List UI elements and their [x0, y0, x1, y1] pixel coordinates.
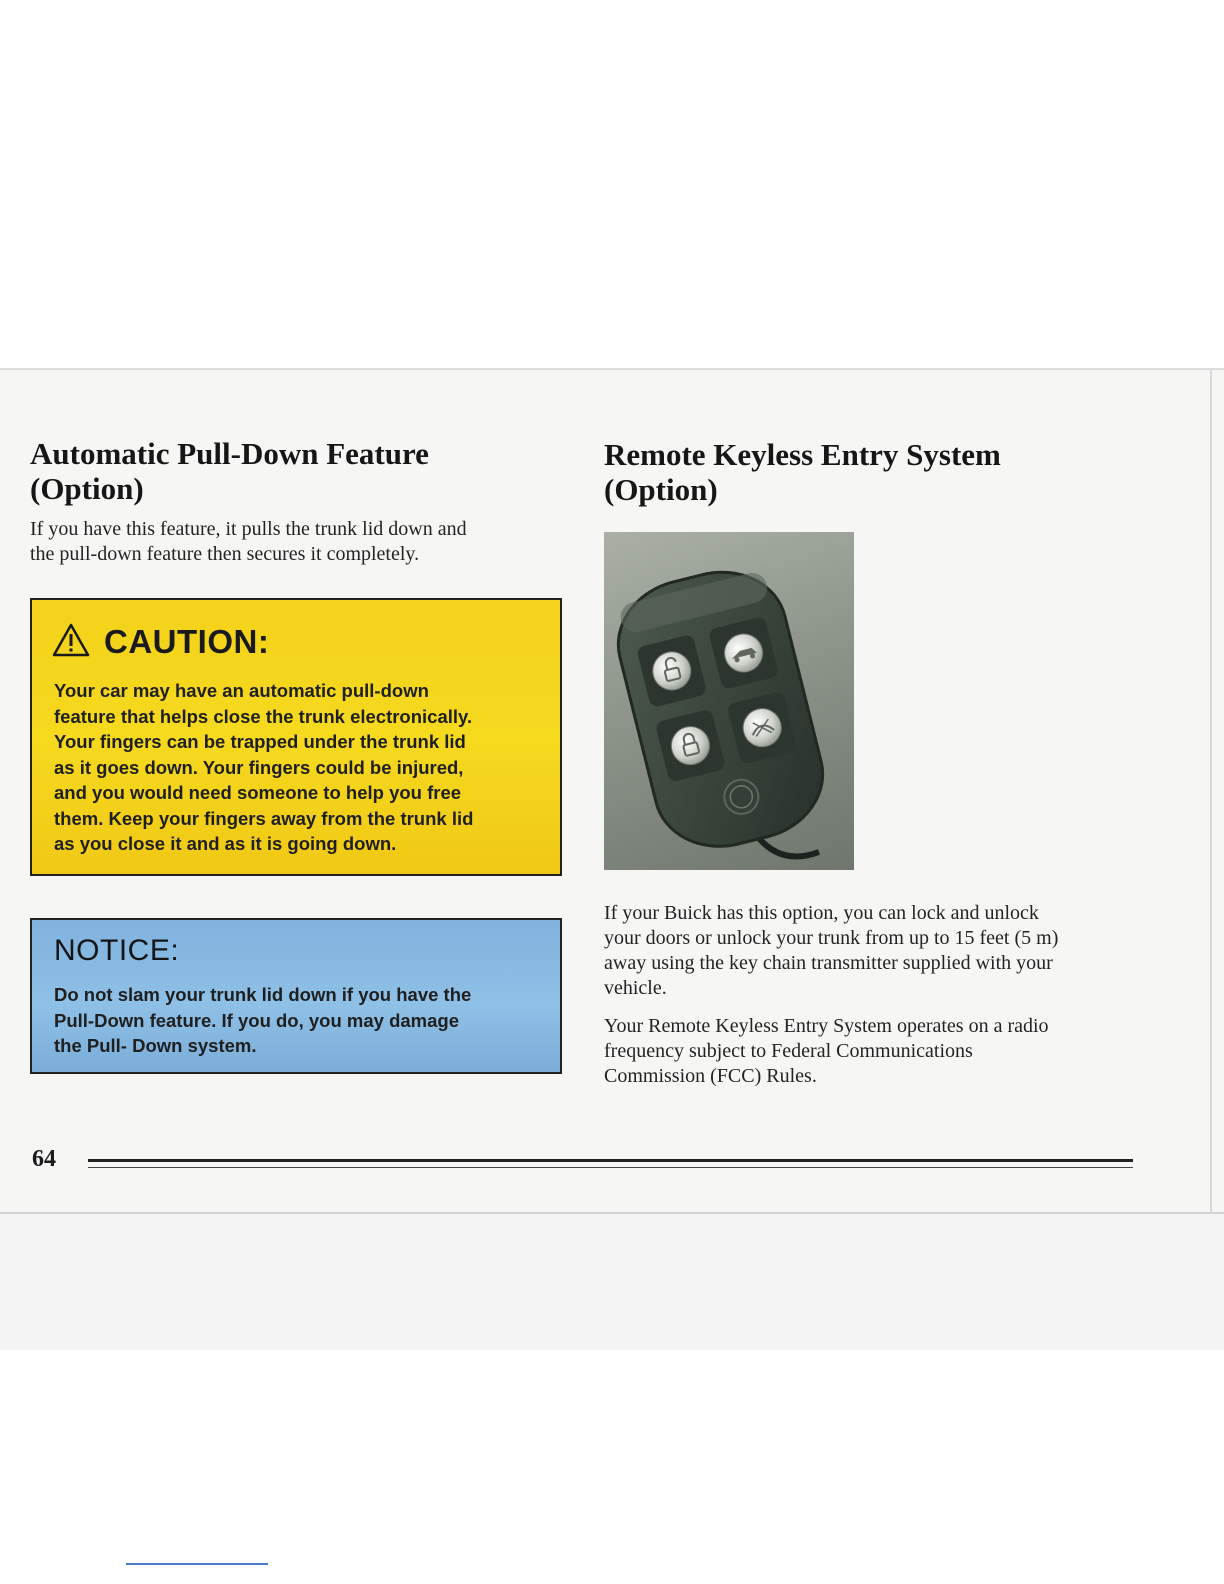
paragraph-line: Commission (FCC) Rules.: [604, 1065, 817, 1087]
caution-label: CAUTION:: [104, 623, 270, 660]
caution-line: as it goes down. Your fingers could be injured,: [54, 756, 464, 778]
bottom-link-underline: [126, 1563, 268, 1565]
caution-title: [52, 620, 269, 664]
notice-line: Pull-Down feature. If you do, you may damage: [54, 1009, 460, 1031]
intro-line: If you have this feature, it pulls the trunk lid down and: [30, 518, 467, 540]
paragraph-line: If your Buick has this option, you can lock and unlock: [604, 902, 1039, 924]
caution-line: Your fingers can be trapped under the trunk lid: [54, 731, 466, 752]
keyless-paragraph-1: [604, 901, 1144, 1001]
caution-box: [30, 598, 562, 876]
caution-line: and you would need someone to help you free: [54, 782, 462, 803]
notice-text: [54, 982, 546, 1059]
paragraph-line: away using the key chain transmitter supplied with your: [604, 952, 1053, 974]
paragraph-line: Your Remote Keyless Entry System operates on a radio: [604, 1015, 1049, 1037]
warning-triangle-icon: [52, 623, 90, 662]
pull-down-heading: [30, 436, 550, 506]
caution-text: [54, 678, 546, 857]
notice-label: NOTICE:: [54, 934, 180, 967]
page-lower-band: [0, 1212, 1224, 1350]
caution-line: as you close it and as it is going down.: [54, 833, 397, 854]
keyless-heading-line1: Remote Keyless Entry System: [604, 437, 1001, 472]
intro-line: the pull-down feature then secures it completely.: [30, 543, 420, 565]
keyless-entry-heading: [604, 437, 1124, 507]
pull-down-heading-line1: Automatic Pull-Down Feature: [30, 436, 429, 471]
page-number: 64: [32, 1146, 56, 1172]
caution-line: Your car may have an automatic pull-down: [54, 680, 429, 701]
notice-line: the Pull- Down system.: [54, 1035, 257, 1056]
footer-rule: [88, 1159, 1133, 1168]
caution-line: feature that helps close the trunk electronically.: [54, 705, 473, 727]
notice-box: [30, 918, 562, 1074]
key-fob-photo: [604, 532, 854, 870]
keyless-paragraph-2: [604, 1014, 1144, 1089]
paragraph-line: frequency subject to Federal Communications: [604, 1040, 973, 1062]
keyless-heading-line2: (Option): [604, 472, 718, 507]
paragraph-line: vehicle.: [604, 977, 667, 999]
page-right-edge: [1210, 370, 1212, 1212]
pull-down-heading-line2: (Option): [30, 471, 144, 506]
paragraph-line: your doors or unlock your trunk from up to 15 feet (5 m): [604, 927, 1059, 949]
caution-line: them. Keep your fingers away from the trunk lid: [54, 807, 474, 829]
notice-line: Do not slam your trunk lid down if you have the: [54, 984, 472, 1005]
pull-down-intro: [30, 517, 570, 567]
